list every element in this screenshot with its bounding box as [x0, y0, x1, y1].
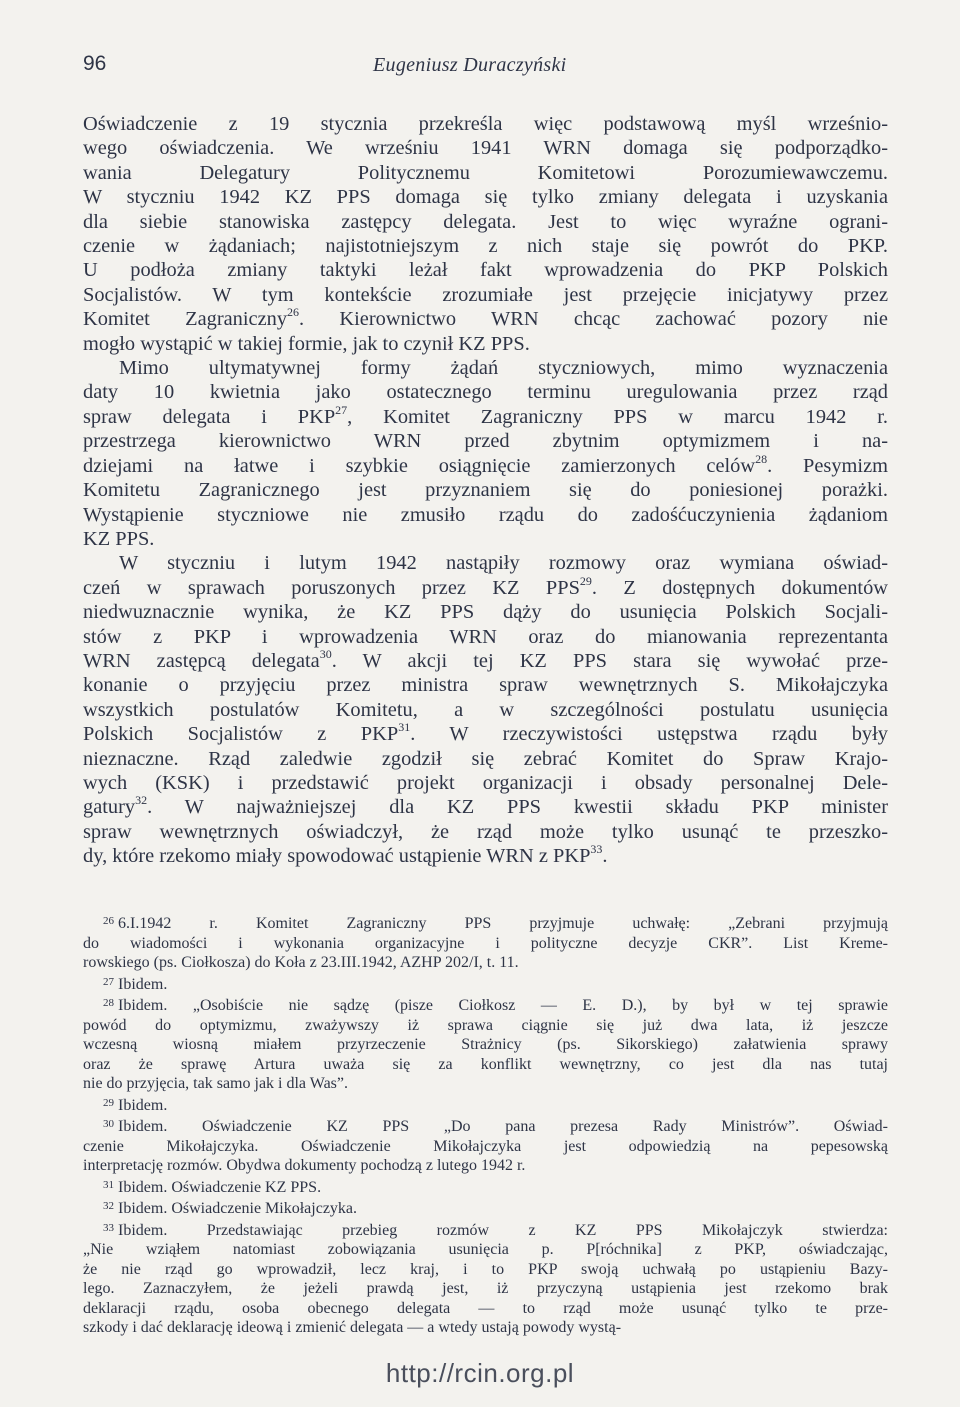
footnote-line	[83, 912, 888, 934]
footnote-text: że nie rząd go wprowadził, lecz kraj, i to PKP swoją uchwałą po ustąpieniu Bazy-	[83, 1260, 888, 1278]
footnote-ref: 31	[398, 720, 411, 735]
text-line: W styczniu i lutym 1942 nastąpiły rozmowy oraz wymiana oświad-	[119, 552, 888, 575]
text-line: KZ PPS.	[83, 527, 155, 550]
text-segment: Polskich Socjalistów z PKP	[83, 723, 399, 746]
footnote-text: do wiadomości i wykonania organizacyjne i polityczne decyzje CKR”. List Kreme-	[83, 934, 888, 952]
text-line: Oświadczenie z 19 stycznia przekreśla więc podstawową myśl wrześnio-	[83, 113, 888, 135]
footnote-text: Ibidem.	[118, 1096, 168, 1114]
page-number: 96	[83, 52, 107, 75]
footnote	[83, 1094, 888, 1116]
text-line: czenie w żądaniach; najistotniejszym z nich staje się powrót do PKP.	[83, 235, 888, 258]
footnote-line	[83, 1156, 888, 1176]
footnote-ref: 28	[755, 451, 768, 466]
footnote-line	[83, 973, 888, 995]
footnote	[83, 912, 888, 973]
text-line: niedwuznacznie wynika, że KZ PPS dąży do usunięcia Polskich Socjali-	[83, 601, 888, 624]
text-line: U podłoża zmiany taktyki leżał fakt wprowadzenia do PKP Polskich	[83, 259, 888, 282]
footnote-ref: 33	[590, 842, 603, 857]
text-segment: dziejami na łatwe i szybkie osiągnięcie zamierzonych celów	[83, 454, 756, 477]
text-line: Komitetu Zagranicznego jest przyznaniem się do poniesionej porażki.	[83, 479, 888, 502]
footnote-text: Ibidem. „Osobiście nie sądzę (pisze Ciołkosz — E. D.), by był w tej sprawie	[118, 997, 888, 1014]
text-segment: . W najważniejszej dla KZ PPS kwestii składu PKP minister	[147, 796, 888, 819]
footnote-number: 32	[103, 1200, 114, 1212]
footnote-ref: 30	[319, 646, 332, 661]
footnote-line	[83, 1240, 888, 1260]
footnote-line	[83, 1094, 888, 1116]
text-line	[83, 646, 888, 673]
footnote-ref: 29	[579, 573, 592, 588]
text-line: spraw wewnętrznych oświadczył, że rząd może tylko usunąć te przeszko-	[83, 820, 888, 843]
footnote-text: interpretację rozmów. Obydwa dokumenty pochodzą z lutego 1942 r.	[83, 1157, 526, 1174]
footnote-line	[83, 934, 888, 954]
text-segment: . Pesymizm	[767, 454, 888, 477]
text-line	[83, 307, 888, 331]
footnote-text: czenie Mikołajczyka. Oświadczenie Mikołajczyka jest odpowiedzią na pepesowską	[83, 1137, 888, 1155]
text-segment: .	[602, 845, 608, 868]
body-text	[83, 112, 888, 869]
paragraph	[83, 356, 888, 551]
text-line: konanie o przyjęciu przez ministra spraw wewnętrznych S. Mikołajczyka	[83, 674, 888, 697]
text-line: przestrzega kierownictwo WRN przed zbytnim optymizmem i na-	[83, 430, 888, 453]
footnote-text: rowskiego (ps. Ciołkosza) do Koła z 23.III.1942, AZHP 202/I, t. 11.	[83, 954, 519, 971]
footnote-line	[83, 1115, 888, 1137]
text-line: mogło wystąpić w takiej formie, jak to czynił KZ PPS.	[83, 332, 530, 355]
text-line: wszystkich postulatów Komitetu, a w szczególności postulatu usunięcia	[83, 698, 888, 721]
text-line: daty 10 kwietnia jako ostatecznego terminu uregulowania przez rząd	[83, 381, 888, 404]
paragraph	[83, 112, 888, 356]
paragraph	[83, 551, 888, 868]
text-segment: spraw delegata i PKP	[83, 405, 336, 428]
footnote-text: nie do przyjęcia, tak samo jak i dla Was”.	[83, 1075, 348, 1092]
footnote-ref: 27	[335, 402, 348, 417]
footnote-number: 26	[103, 915, 114, 927]
text-line	[83, 402, 888, 429]
text-line	[83, 795, 888, 819]
text-segment: czeń w sprawach poruszonych przez KZ PPS	[83, 576, 580, 599]
footnote-number: 31	[103, 1178, 114, 1191]
text-segment: gatury	[83, 796, 136, 819]
footnote-line	[83, 994, 888, 1016]
text-line: Mimo ultymatywnej formy żądań styczniowych, mimo wyznaczenia	[119, 357, 888, 380]
footnote-text: powód do optymizmu, zważywszy iż sprawa ciągnie się już dwa lata, iż jeszcze	[83, 1016, 888, 1034]
text-line: wego oświadczenia. We wrześniu 1941 WRN domaga się podporządko-	[83, 137, 888, 160]
footnote-line	[83, 1318, 888, 1338]
footnote-text: oraz że sprawę Artura uważa się za konflikt wewnętrzny, co jest dla nas tutaj	[83, 1055, 888, 1073]
footnote	[83, 1197, 888, 1219]
footnote-text: deklaracji rządu, osoba obecnego delegata — to rząd może usunąć tylko te prze-	[83, 1299, 888, 1317]
running-header	[83, 52, 888, 82]
footnote	[83, 1176, 888, 1198]
text-line: stów z PKP i wprowadzenia WRN oraz do mianowania reprezentanta	[83, 625, 888, 648]
text-line: nieznaczne. Rząd zaledwie zgodził się zebrać Komitet do Spraw Krajo-	[83, 747, 888, 770]
footnote-text: Ibidem.	[118, 975, 168, 993]
footnote-line	[83, 1137, 888, 1157]
footnote-ref: 32	[135, 793, 148, 808]
footnote-line	[83, 1074, 888, 1094]
footnote-text: Ibidem. Oświadczenie Mikołajczyka.	[118, 1200, 358, 1217]
text-line	[83, 451, 888, 478]
text-segment: , Komitet Zagraniczny PPS w marcu 1942 r.	[347, 405, 888, 428]
text-line: Socjalistów. W tym kontekście zrozumiałe jest przejęcie inicjatywy przez	[83, 283, 888, 306]
footnote-line	[83, 1260, 888, 1280]
text-segment: . W akcji tej KZ PPS stara się wywołać prze-	[331, 649, 888, 672]
text-line	[83, 573, 888, 600]
footnote-text: lego. Zaznaczyłem, że jeżeli prawdą jest, iż przyczyną ustąpienia jest rzekomo brak	[83, 1280, 888, 1297]
text-line	[83, 722, 888, 746]
footnote-line	[83, 953, 888, 973]
text-segment: dy, które rzekomo miały spowodować ustąpienie WRN z PKP	[83, 845, 591, 868]
text-line	[83, 844, 888, 868]
footnote	[83, 1219, 888, 1338]
text-line: Wystąpienie styczniowe nie zmusiło rządu do zadośćuczynienia żądaniom	[83, 503, 888, 526]
footnote	[83, 973, 888, 995]
footnote-number: 28	[103, 997, 114, 1009]
footnote-ref: 26	[287, 305, 300, 320]
text-line: dla siebie stanowiska zastępcy delegata. Jest to więc wyraźne ograni-	[83, 210, 888, 233]
footnote-line	[83, 1279, 888, 1299]
footnote-text: wczesną wiosną miałem przyrzeczenie Strażnicy (ps. Sikorskiego) załatwienia sprawy	[83, 1036, 888, 1053]
footnote-line	[83, 1219, 888, 1241]
text-segment: . W rzeczywistości ustępstwa rządu były	[410, 723, 888, 746]
text-segment: WRN zastępcą delegata	[83, 649, 320, 672]
footnote-number: 33	[103, 1221, 114, 1234]
footnote	[83, 1115, 888, 1176]
source-url[interactable]: http://rcin.org.pl	[385, 1358, 575, 1388]
footnote-line	[83, 1016, 888, 1036]
footnote-text: szkody i dać deklarację ideową i zmienić delegata — a wtedy ustają powody wystą-	[83, 1319, 622, 1336]
text-segment: Komitet Zagraniczny	[83, 308, 288, 331]
text-line: W styczniu 1942 KZ PPS domaga się tylko zmiany delegata i uzyskania	[83, 186, 888, 209]
footnote-line	[83, 1299, 888, 1319]
footnotes	[83, 912, 888, 1338]
footnote-line	[83, 1055, 888, 1075]
text-line: wania Delegatury Politycznemu Komitetowi Porozumiewawczemu.	[83, 161, 888, 184]
footnote-line	[83, 1035, 888, 1055]
text-segment: . Kierownictwo WRN chcąc zachować pozory nie	[299, 308, 888, 331]
footnote-text: Ibidem. Przedstawiając przebieg rozmów z KZ PPS Mikołajczyk stwierdza:	[118, 1221, 888, 1239]
footnote-text: Ibidem. Oświadczenie KZ PPS „Do pana prezesa Rady Ministrów”. Oświad-	[118, 1118, 888, 1135]
text-line: wych (KSK) i przedstawić projekt organizacji i obsady personalnej Dele-	[83, 771, 888, 794]
footnote-text: Ibidem. Oświadczenie KZ PPS.	[118, 1178, 322, 1196]
footnote-number: 29	[103, 1096, 114, 1109]
footnote-line	[83, 1197, 888, 1219]
footnote-line	[83, 1176, 888, 1198]
footnote-number: 30	[103, 1118, 114, 1130]
running-header-author: Eugeniusz Duraczyński	[373, 54, 567, 76]
footnote-text: „Nie wziąłem natomiast zobowiązania usunięcia p. P[róchnika] z PKP, oświadczając,	[83, 1241, 888, 1258]
text-segment: . Z dostępnych dokumentów	[591, 576, 888, 599]
footnote-text: 6.I.1942 r. Komitet Zagraniczny PPS przyjmuje uchwałę: „Zebrani przyjmują	[118, 915, 888, 932]
footnote-number: 27	[103, 975, 114, 988]
footnote	[83, 994, 888, 1094]
